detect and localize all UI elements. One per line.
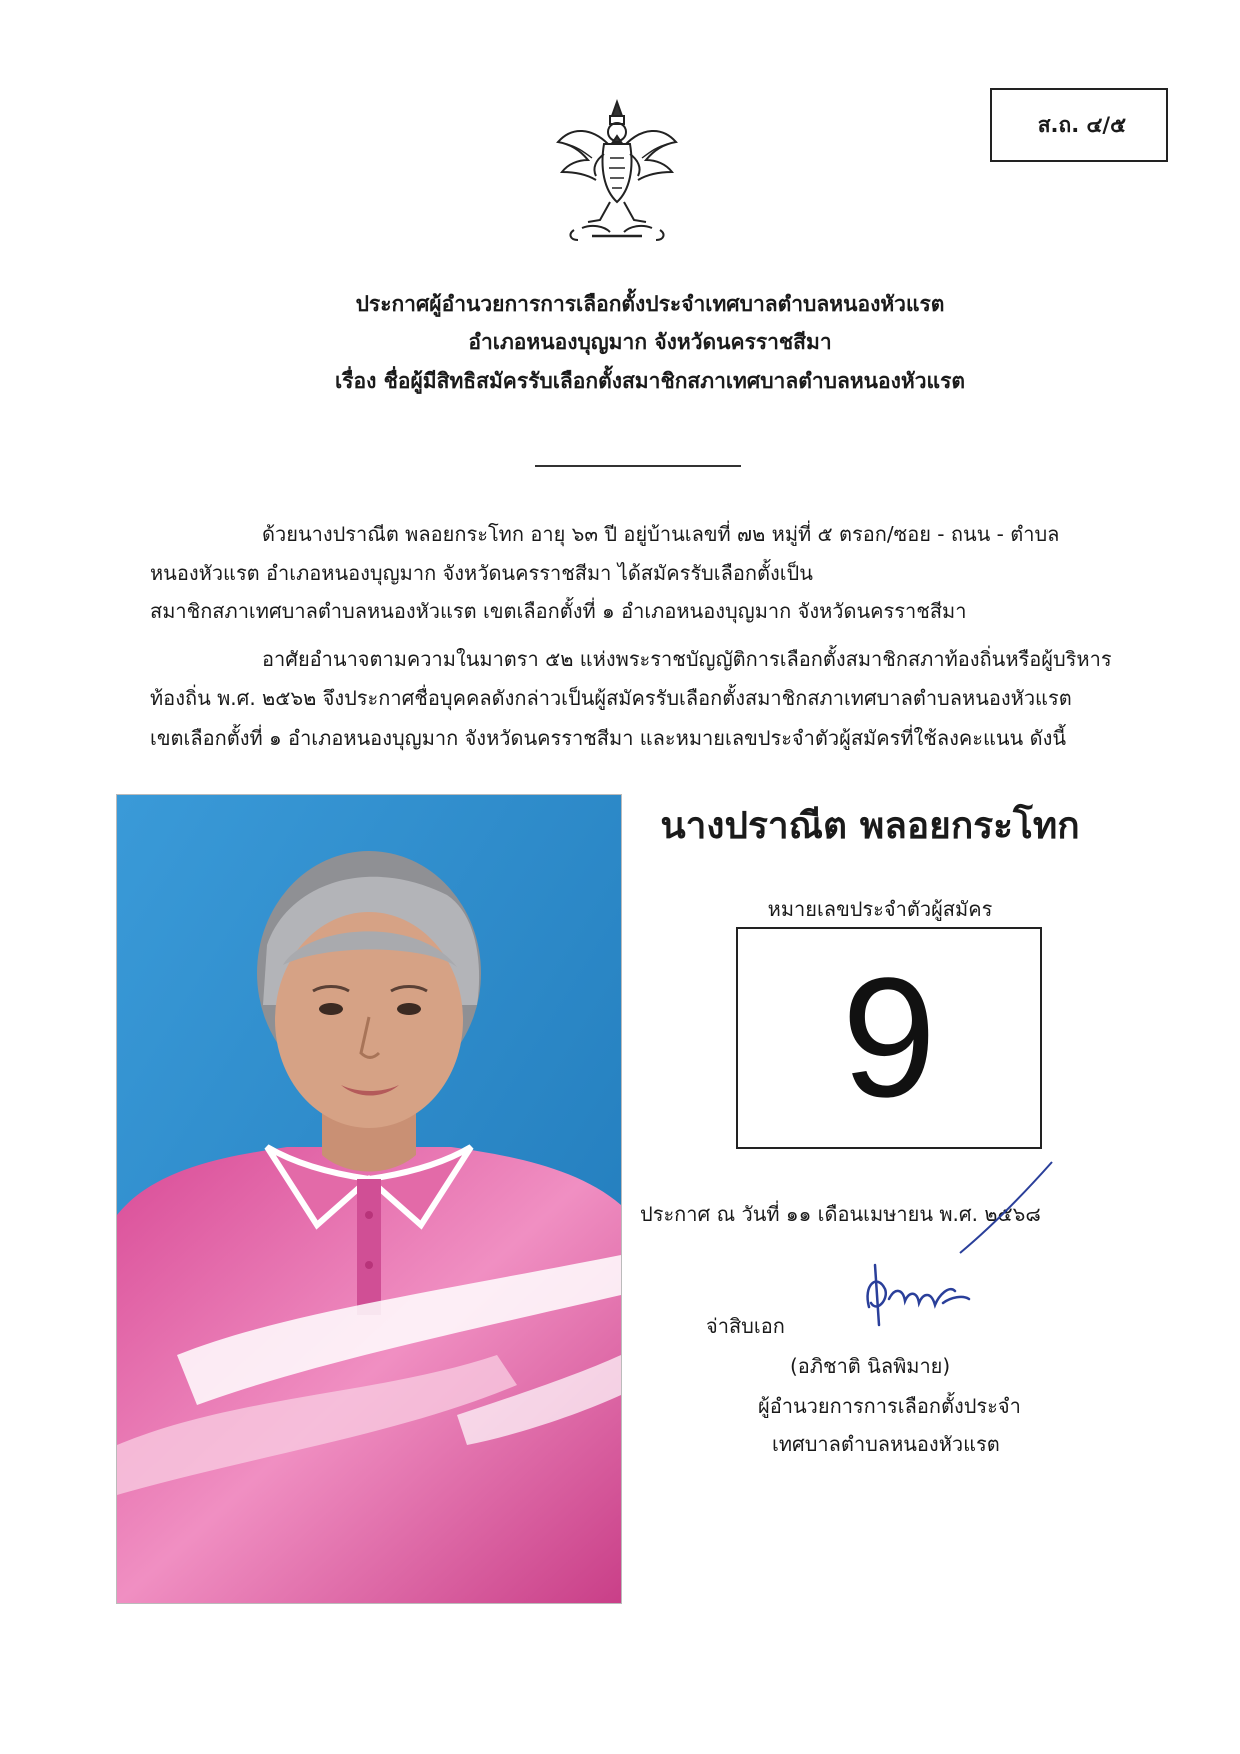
- garuda-emblem-icon: [552, 98, 682, 248]
- announcement-title: ประกาศผู้อำนวยการการเลือกตั้งประจำเทศบาลตำบลหนองหัวแรต: [355, 292, 945, 316]
- body-paragraph-2-line-3: เขตเลือกตั้งที่ ๑ อำเภอหนองบุญมาก จังหวัดนครราชสีมา และหมายเลขประจำตัวผู้สมัครที่ใช้ลงคะแนน ดังนี้: [150, 726, 1067, 750]
- signatory-name: (อภิชาติ นิลพิมาย): [790, 1354, 951, 1378]
- candidate-number: 9: [841, 943, 937, 1133]
- announcement-subject: เรื่อง ชื่อผู้มีสิทธิสมัครรับเลือกตั้งสมาชิกสภาเทศบาลตำบลหนองหัวแรต: [335, 369, 965, 393]
- body-paragraph-2-line-2: ท้องถิ่น พ.ศ. ๒๕๖๒ จึงประกาศชื่อบุคคลดังกล่าวเป็นผู้สมัครรับเลือกตั้งสมาชิกสภาเทศบาลตำบลหนองหัวแรต: [150, 686, 1072, 710]
- signatory-rank: จ่าสิบเอก: [706, 1314, 785, 1338]
- form-code-box: [990, 88, 1168, 162]
- body-paragraph-1-line-3: สมาชิกสภาเทศบาลตำบลหนองหัวแรต เขตเลือกตั้งที่ ๑ อำเภอหนองบุญมาก จังหวัดนครราชสีมา: [150, 599, 967, 623]
- body-paragraph-1-line-1: ด้วยนางปราณีต พลอยกระโทก อายุ ๖๓ ปี อยู่บ้านเลขที่ ๗๒ หมู่ที่ ๕ ตรอก/ซอย - ถนน - ตำบล: [262, 522, 1060, 546]
- form-code: ส.ถ. ๔/๕: [1037, 112, 1126, 137]
- announcement-district: อำเภอหนองบุญมาก จังหวัดนครราชสีมา: [468, 330, 832, 354]
- candidate-portrait: [117, 795, 621, 1603]
- signatory-position-line-2: เทศบาลตำบลหนองหัวแรต: [772, 1432, 1000, 1456]
- date-slash-mark: [950, 1158, 1060, 1258]
- candidate-number-box: [736, 927, 1042, 1149]
- candidate-number-label: หมายเลขประจำตัวผู้สมัคร: [767, 897, 993, 921]
- signatory-position-line-1: ผู้อำนวยการการเลือกตั้งประจำ: [758, 1394, 1021, 1418]
- body-paragraph-1-line-2: หนองหัวแรต อำเภอหนองบุญมาก จังหวัดนครราชสีมา ได้สมัครรับเลือกตั้งเป็น: [150, 561, 813, 585]
- candidate-photo: [116, 794, 622, 1604]
- body-paragraph-2-line-1: อาศัยอำนาจตามความในมาตรา ๕๒ แห่งพระราชบัญญัติการเลือกตั้งสมาชิกสภาท้องถิ่นหรือผู้บริหาร: [262, 647, 1112, 671]
- signature-mark: [855, 1255, 975, 1335]
- header-divider: [535, 465, 741, 467]
- candidate-name: นางปราณีต พลอยกระโทก: [660, 804, 1080, 847]
- announcement-date: ประกาศ ณ วันที่ ๑๑ เดือนเมษายน พ.ศ. ๒๕๖๘: [640, 1202, 1041, 1226]
